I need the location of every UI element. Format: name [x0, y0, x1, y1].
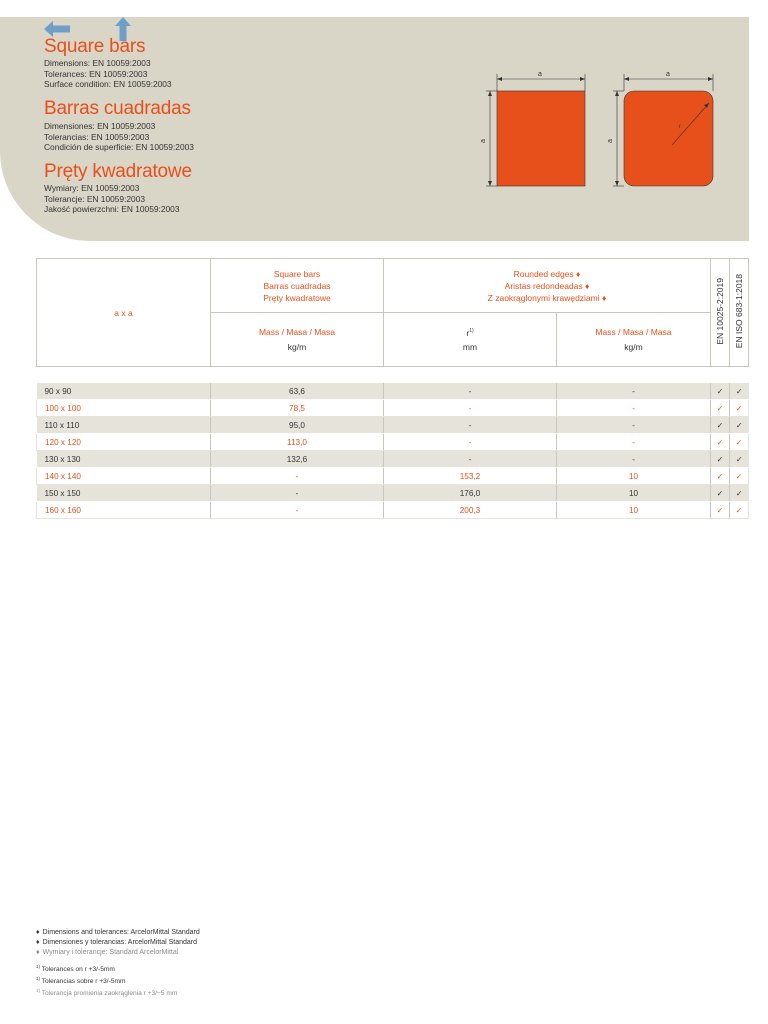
- size-cell: 120 x 120: [37, 434, 211, 451]
- mass2-header: [557, 313, 711, 367]
- size-cell: 100 x 100: [37, 400, 211, 417]
- mass2-cell: -: [557, 451, 711, 468]
- radius-cell: -: [384, 417, 557, 434]
- table-row: [37, 400, 749, 417]
- table-row: [37, 485, 749, 502]
- size-cell: 160 x 160: [37, 502, 211, 519]
- mass2-cell: -: [557, 400, 711, 417]
- dim-a-label: a: [538, 71, 542, 78]
- mass2-cell: -: [557, 383, 711, 400]
- rounded-bar-diagram: [605, 69, 720, 189]
- mass2-cell: -: [557, 434, 711, 451]
- mass-cell: 78,5: [211, 400, 384, 417]
- dim-a-side-label: a: [607, 139, 614, 143]
- radius-cell: 200,3: [384, 502, 557, 519]
- table-row: [37, 434, 749, 451]
- mass-cell: 63,6: [211, 383, 384, 400]
- footnote-text: Dimensiones y tolerancias: ArcelorMittal Standard: [42, 939, 198, 946]
- specs-en: [44, 58, 172, 90]
- square-bars-header: [211, 259, 384, 313]
- footnote-text: Tolerances on r +3/-5mm: [41, 966, 115, 974]
- title-en: Square bars: [44, 36, 146, 57]
- header-line: Z zaokrąglonymi krawędziami ♦: [487, 292, 607, 303]
- size-cell: 110 x 110: [37, 417, 211, 434]
- table-row: [37, 468, 749, 485]
- header-unit: kg/m: [287, 341, 307, 352]
- radius-cell: -: [384, 400, 557, 417]
- diamond-icon: ♦: [36, 949, 40, 956]
- dim-a-label: a: [666, 71, 670, 78]
- spec-line: Dimensiones: EN 10059:2003: [44, 121, 156, 131]
- header-line: Rounded edges ♦: [513, 268, 581, 279]
- check-cell-en10025: ✓: [711, 434, 730, 451]
- spec-line: Jakość powierzchni: EN 10059:2003: [44, 204, 180, 214]
- arrow-left-icon[interactable]: [44, 21, 70, 37]
- check-cell-en10025: ✓: [711, 383, 730, 400]
- spec-line: Surface condition: EN 10059:2003: [44, 79, 172, 89]
- check-cell-iso683: ✓: [730, 417, 749, 434]
- table-row: [37, 451, 749, 468]
- spec-line: Wymiary: EN 10059:2003: [44, 183, 140, 193]
- standard-header-2: [730, 259, 749, 367]
- check-cell-en10025: ✓: [711, 502, 730, 519]
- table-row: [37, 502, 749, 519]
- check-cell-iso683: ✓: [730, 434, 749, 451]
- check-cell-iso683: ✓: [730, 383, 749, 400]
- footnote-radius: [36, 962, 200, 974]
- footnote-ref: 1): [36, 988, 41, 994]
- size-cell: 150 x 150: [37, 485, 211, 502]
- size-cell: 90 x 90: [37, 383, 211, 400]
- footnote-text: Wymiary i tolerancje: Standard ArcelorMittal: [42, 949, 179, 956]
- spec-line: Tolerancje: EN 10059:2003: [44, 193, 146, 204]
- check-cell-iso683: ✓: [730, 451, 749, 468]
- radius-cell: -: [384, 383, 557, 400]
- specs-pl: [44, 183, 179, 215]
- header-line: Pręty kwadratowe: [263, 292, 331, 303]
- check-cell-en10025: ✓: [711, 451, 730, 468]
- std-label: EN ISO 683-1:2018: [734, 274, 744, 349]
- footnote-diamond: [36, 938, 200, 948]
- footnote-ref: 1): [469, 327, 474, 334]
- check-cell-en10025: ✓: [711, 400, 730, 417]
- check-cell-iso683: ✓: [730, 400, 749, 417]
- mass2-cell: -: [557, 417, 711, 434]
- diamond-icon: ♦: [36, 939, 40, 946]
- spec-line: Tolerances: EN 10059:2003: [44, 68, 148, 79]
- footnote-diamond: [36, 928, 200, 938]
- rounded-edges-header: [384, 259, 711, 313]
- dim-r-label: r: [679, 124, 681, 130]
- table-row: [37, 383, 749, 400]
- radius-header: [384, 313, 557, 367]
- check-cell-en10025: ✓: [711, 485, 730, 502]
- footnote-text: Tolerancias sobre r +3/-5mm: [41, 978, 126, 986]
- square-profile: [497, 91, 585, 186]
- mass-cell: -: [211, 485, 384, 502]
- product-table: [36, 258, 748, 519]
- rounded-profile: [624, 91, 713, 186]
- footnote-text: Dimensions and tolerances: ArcelorMittal Standard: [42, 929, 200, 936]
- mass2-cell: 10: [557, 485, 711, 502]
- specs-es: [44, 121, 194, 153]
- size-cell: 140 x 140: [37, 468, 211, 485]
- spec-line: Condición de superficie: EN 10059:2003: [44, 142, 194, 152]
- mass-header: [211, 313, 384, 367]
- footnote-radius: [36, 986, 200, 998]
- check-cell-en10025: ✓: [711, 468, 730, 485]
- header-line: Square bars: [273, 268, 321, 279]
- header-label: Mass / Masa / Masa: [595, 326, 672, 337]
- header-label: Mass / Masa / Masa: [258, 326, 336, 337]
- table-body: [36, 383, 749, 519]
- mass2-cell: 10: [557, 502, 711, 519]
- dim-a-side-label: a: [480, 139, 487, 143]
- footnote-radius: [36, 974, 200, 986]
- header-line: Barras cuadradas: [263, 280, 331, 291]
- radius-cell: -: [384, 451, 557, 468]
- diamond-icon: ♦: [36, 929, 40, 936]
- mass2-cell: 10: [557, 468, 711, 485]
- check-cell-iso683: ✓: [730, 468, 749, 485]
- header-unit: kg/m: [624, 341, 643, 352]
- mass-cell: -: [211, 468, 384, 485]
- radius-cell: 176,0: [384, 485, 557, 502]
- check-cell-iso683: ✓: [730, 485, 749, 502]
- title-es: Barras cuadradas: [44, 98, 191, 119]
- check-cell-iso683: ✓: [730, 502, 749, 519]
- mass-cell: 132,6: [211, 451, 384, 468]
- square-bar-diagram: [478, 69, 588, 189]
- header-label: r: [466, 327, 470, 338]
- spec-line: Tolerancias: EN 10059:2003: [44, 131, 150, 142]
- header-line: Aristas redondeadas ♦: [504, 280, 590, 291]
- footnote-ref: 1): [36, 964, 41, 969]
- table-header: [36, 258, 749, 367]
- radius-cell: -: [384, 434, 557, 451]
- footnote-ref: 1): [36, 976, 41, 982]
- footnote-text: Tolerancja promienia zaokrąglenia r +3/−5 mm: [41, 990, 178, 998]
- radius-cell: 153,2: [384, 468, 557, 485]
- mass-cell: 113,0: [211, 434, 384, 451]
- mass-cell: -: [211, 502, 384, 519]
- table-row: [37, 417, 749, 434]
- footnote-diamond: [36, 948, 200, 958]
- footnotes: [36, 928, 200, 999]
- size-header: a x a: [37, 259, 211, 367]
- check-cell-en10025: ✓: [711, 417, 730, 434]
- std-label: EN 10025-2:2019: [715, 278, 725, 345]
- header-panel: [0, 17, 749, 241]
- size-cell: 130 x 130: [37, 451, 211, 468]
- mass-cell: 95,0: [211, 417, 384, 434]
- title-pl: Pręty kwadratowe: [44, 161, 192, 182]
- header-unit: mm: [462, 342, 478, 353]
- standard-header-1: [711, 259, 730, 367]
- spec-line: Dimensions: EN 10059:2003: [44, 58, 151, 68]
